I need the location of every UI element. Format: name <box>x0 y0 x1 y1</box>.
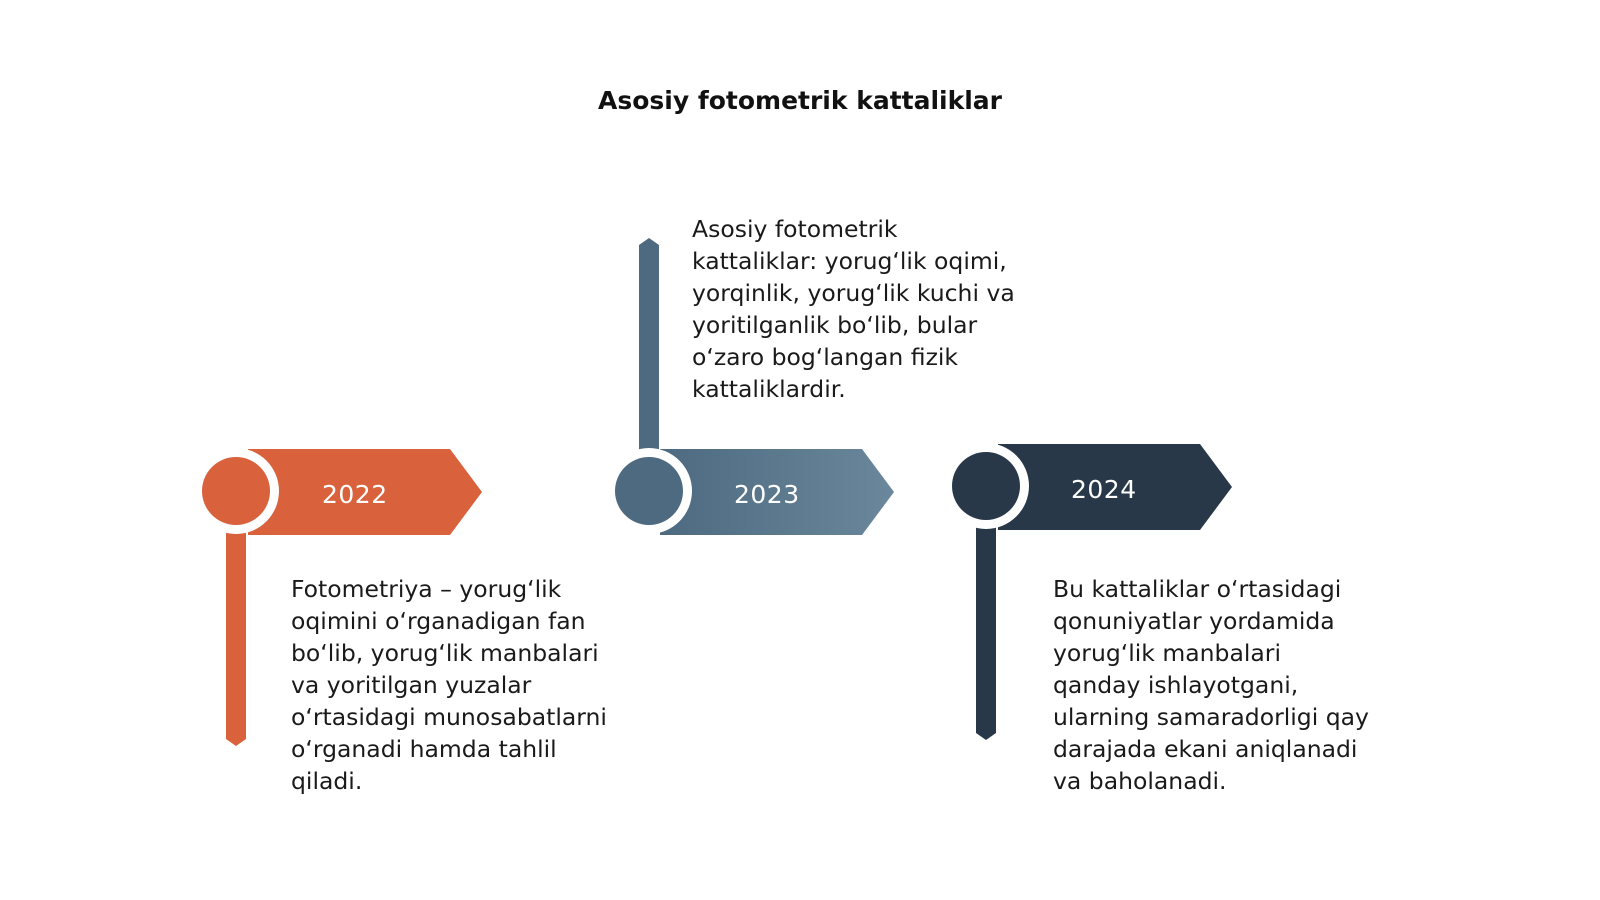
timeline-stem-2022 <box>226 526 246 746</box>
timeline-stem-2023 <box>639 238 659 456</box>
timeline-node-dot-2023 <box>615 457 683 525</box>
timeline-year-2022: 2022 <box>322 480 388 509</box>
timeline-description-2024: Bu kattaliklar o‘rtasidagi qonuniyatlar yordamida yorug‘lik manbalari qanday ishlayotgani, ularning samaradorligi qay darajada ekani aniqlanadi va baholanadi. <box>1053 575 1369 795</box>
timeline-year-2024: 2024 <box>1071 475 1137 504</box>
timeline-node-dot-2022 <box>202 457 270 525</box>
timeline-node-dot-2024 <box>952 452 1020 520</box>
timeline-year-2023: 2023 <box>734 480 800 509</box>
timeline-description-2022: Fotometriya – yorug‘lik oqimini o‘rganadigan fan bo‘lib, yorug‘lik manbalari va yoritilgan yuzalar o‘rtasidagi munosabatlarni o‘rganadi hamda tahlil qiladi. <box>291 575 607 795</box>
page-title: Asosiy fotometrik kattaliklar <box>597 86 1003 115</box>
timeline-stem-2024 <box>976 520 996 740</box>
timeline-description-2023: Asosiy fotometrik kattaliklar: yorug‘lik oqimi, yorqinlik, yorug‘lik kuchi va yoritilganlik bo‘lib, bular o‘zaro bog‘langan fizik kattaliklardir. <box>692 215 1015 403</box>
